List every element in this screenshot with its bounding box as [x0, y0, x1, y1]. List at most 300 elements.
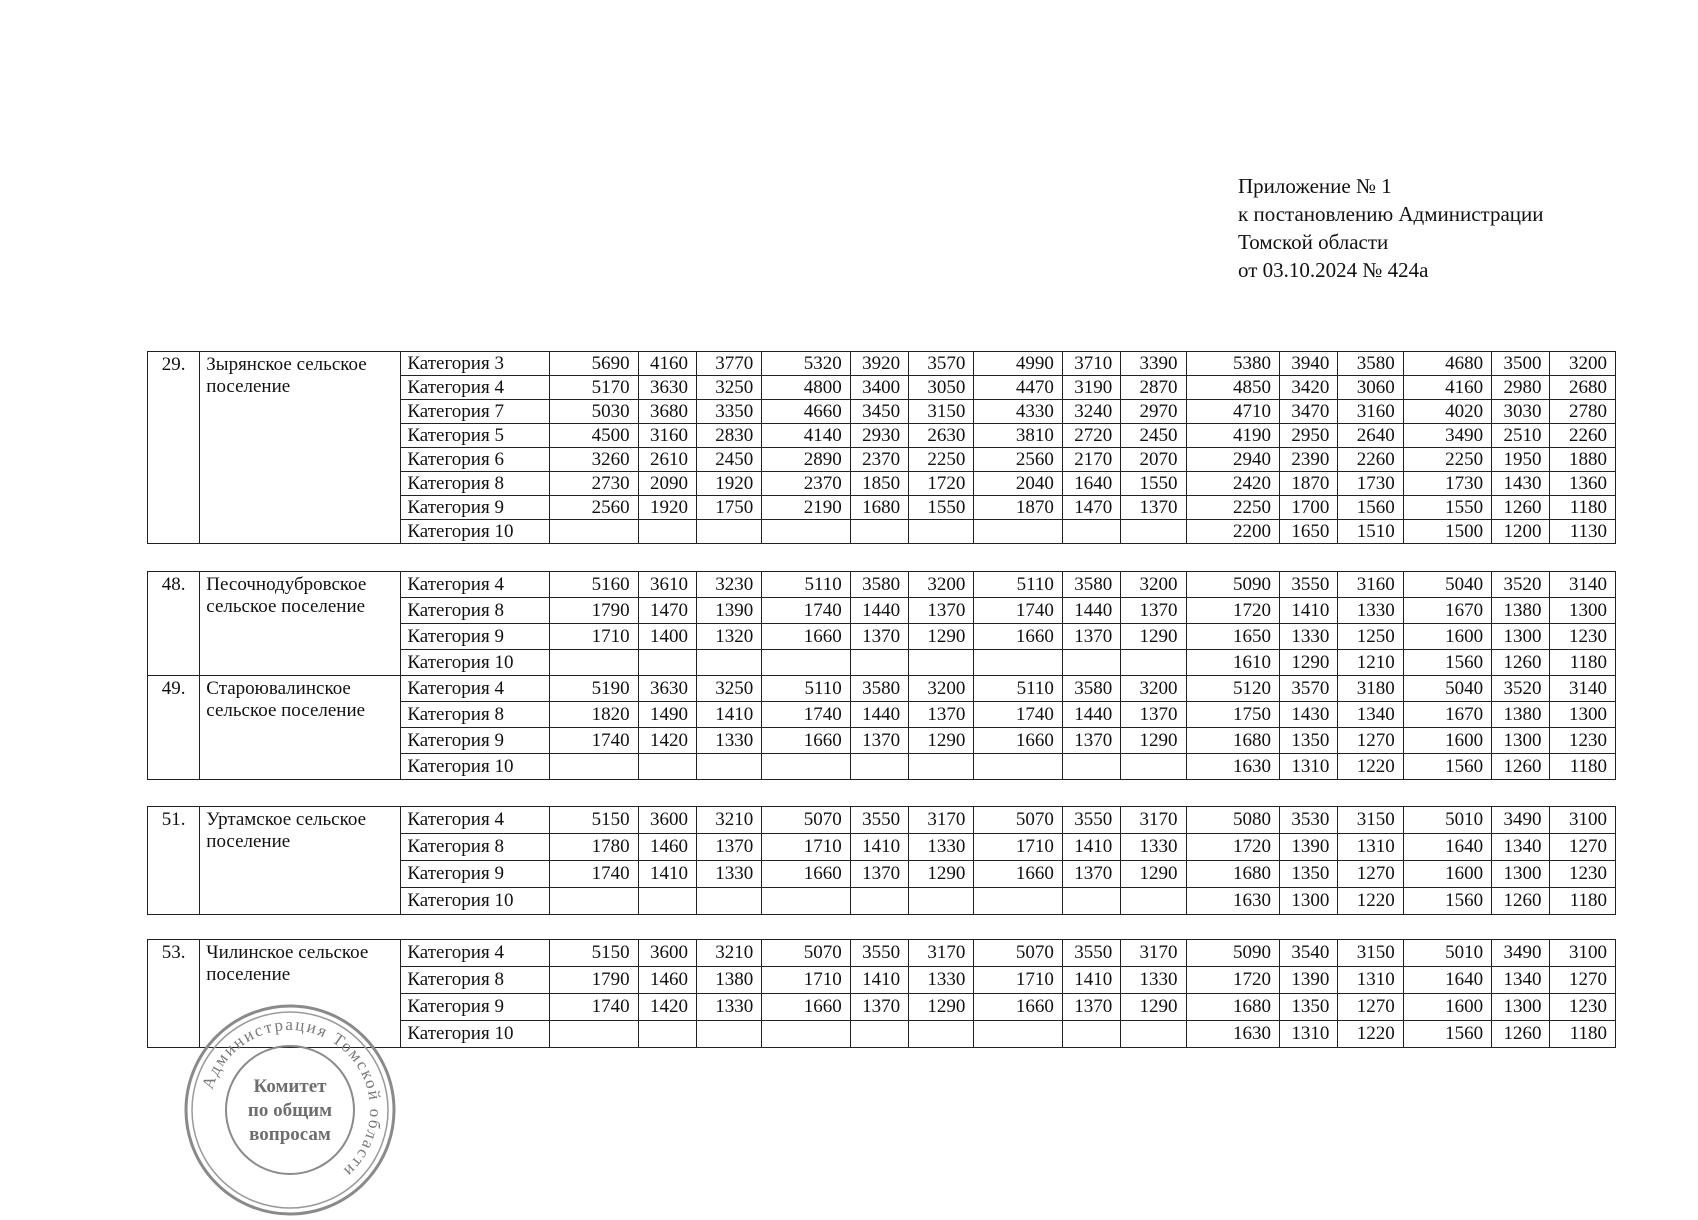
value-cell: 3230: [696, 572, 761, 598]
value-cell: 3490: [1492, 940, 1550, 967]
value-cell: [974, 754, 1062, 780]
value-cell: 3580: [850, 572, 908, 598]
value-cell: 2260: [1338, 448, 1403, 472]
value-cell: 2260: [1550, 424, 1616, 448]
value-cell: 3100: [1550, 940, 1616, 967]
value-cell: 2390: [1280, 448, 1338, 472]
value-cell: 4020: [1403, 400, 1491, 424]
value-cell: [550, 888, 638, 915]
value-cell: 1250: [1338, 624, 1403, 650]
value-cell: 3550: [1062, 807, 1120, 834]
value-cell: 2950: [1280, 424, 1338, 448]
value-cell: 4800: [762, 376, 850, 400]
value-cell: 5010: [1403, 940, 1491, 967]
category-label: Категория 4: [401, 807, 550, 834]
tariff-table: [147, 571, 1616, 780]
value-cell: 2970: [1121, 400, 1186, 424]
value-cell: [550, 650, 638, 676]
value-cell: [550, 754, 638, 780]
value-cell: 2560: [974, 448, 1062, 472]
value-cell: 3390: [1121, 352, 1186, 376]
value-cell: 4190: [1186, 424, 1280, 448]
value-cell: 2170: [1062, 448, 1120, 472]
value-cell: 1610: [1186, 650, 1280, 676]
value-cell: 1370: [1121, 598, 1186, 624]
value-cell: 3420: [1280, 376, 1338, 400]
value-cell: 1740: [550, 994, 638, 1021]
value-cell: 4160: [638, 352, 696, 376]
value-cell: 1730: [1338, 472, 1403, 496]
table-row: [148, 807, 1616, 834]
value-cell: 1870: [1280, 472, 1338, 496]
value-cell: [1062, 888, 1120, 915]
value-cell: 2940: [1186, 448, 1280, 472]
value-cell: 5010: [1403, 807, 1491, 834]
value-cell: [850, 650, 908, 676]
value-cell: [638, 888, 696, 915]
value-cell: 2780: [1550, 400, 1616, 424]
value-cell: 5320: [762, 352, 850, 376]
value-cell: 1650: [1280, 520, 1338, 544]
value-cell: 3580: [1338, 352, 1403, 376]
value-cell: 1470: [638, 598, 696, 624]
value-cell: [909, 754, 974, 780]
value-cell: 3400: [850, 376, 908, 400]
value-cell: 1350: [1280, 728, 1338, 754]
settlement-name: Староювалинское сельское поселение: [200, 676, 401, 780]
value-cell: 1410: [638, 861, 696, 888]
value-cell: 5110: [762, 676, 850, 702]
value-cell: 5090: [1186, 940, 1280, 967]
value-cell: 3580: [850, 676, 908, 702]
value-cell: 1290: [1121, 994, 1186, 1021]
value-cell: 1750: [696, 496, 761, 520]
value-cell: 5040: [1403, 676, 1491, 702]
value-cell: 3150: [909, 400, 974, 424]
value-cell: [909, 888, 974, 915]
value-cell: 3710: [1062, 352, 1120, 376]
value-cell: 1380: [1492, 598, 1550, 624]
value-cell: [850, 888, 908, 915]
value-cell: [1062, 520, 1120, 544]
value-cell: 1630: [1186, 888, 1280, 915]
value-cell: 1660: [762, 861, 850, 888]
value-cell: 2450: [696, 448, 761, 472]
value-cell: 3260: [550, 448, 638, 472]
value-cell: [974, 888, 1062, 915]
value-cell: 1710: [974, 834, 1062, 861]
value-cell: 3200: [1121, 572, 1186, 598]
value-cell: 1630: [1186, 1021, 1280, 1048]
value-cell: 1180: [1550, 888, 1616, 915]
category-label: Категория 7: [401, 400, 550, 424]
value-cell: 1370: [909, 702, 974, 728]
value-cell: 3160: [1338, 400, 1403, 424]
value-cell: 3550: [1062, 940, 1120, 967]
value-cell: 3580: [1062, 572, 1120, 598]
value-cell: 1600: [1403, 994, 1491, 1021]
value-cell: 1440: [850, 702, 908, 728]
category-label: Категория 9: [401, 496, 550, 520]
value-cell: 4680: [1403, 352, 1491, 376]
value-cell: 3600: [638, 940, 696, 967]
value-cell: 1850: [850, 472, 908, 496]
value-cell: 1640: [1403, 967, 1491, 994]
value-cell: 1370: [1121, 496, 1186, 520]
value-cell: 1320: [696, 624, 761, 650]
value-cell: 5150: [550, 807, 638, 834]
value-cell: 1370: [1062, 994, 1120, 1021]
value-cell: 1180: [1550, 650, 1616, 676]
value-cell: 3570: [1280, 676, 1338, 702]
value-cell: 1670: [1403, 598, 1491, 624]
value-cell: 5070: [974, 807, 1062, 834]
value-cell: 1560: [1338, 496, 1403, 520]
value-cell: 1230: [1550, 728, 1616, 754]
value-cell: [696, 754, 761, 780]
value-cell: 3200: [1550, 352, 1616, 376]
value-cell: 3210: [696, 940, 761, 967]
value-cell: 1370: [1062, 624, 1120, 650]
value-cell: [1062, 1021, 1120, 1048]
value-cell: 2040: [974, 472, 1062, 496]
value-cell: 4850: [1186, 376, 1280, 400]
value-cell: 3610: [638, 572, 696, 598]
value-cell: 1660: [762, 728, 850, 754]
value-cell: 1330: [696, 728, 761, 754]
value-cell: 2370: [762, 472, 850, 496]
value-cell: 1680: [1186, 994, 1280, 1021]
value-cell: 1950: [1492, 448, 1550, 472]
table-row: [148, 352, 1616, 376]
value-cell: 1740: [974, 702, 1062, 728]
value-cell: 1290: [909, 624, 974, 650]
category-label: Категория 10: [401, 1021, 550, 1048]
category-label: Категория 10: [401, 650, 550, 676]
value-cell: 1440: [850, 598, 908, 624]
value-cell: 1500: [1403, 520, 1491, 544]
value-cell: 1440: [1062, 702, 1120, 728]
value-cell: [638, 754, 696, 780]
value-cell: 2250: [1403, 448, 1491, 472]
value-cell: 1630: [1186, 754, 1280, 780]
value-cell: 3180: [1338, 676, 1403, 702]
value-cell: 1270: [1550, 967, 1616, 994]
value-cell: 1370: [850, 861, 908, 888]
value-cell: 1510: [1338, 520, 1403, 544]
category-label: Категория 10: [401, 754, 550, 780]
category-label: Категория 4: [401, 940, 550, 967]
value-cell: 1920: [696, 472, 761, 496]
value-cell: 1300: [1280, 888, 1338, 915]
value-cell: 1740: [762, 702, 850, 728]
value-cell: 3200: [909, 676, 974, 702]
value-cell: [696, 1021, 761, 1048]
value-cell: [638, 1021, 696, 1048]
value-cell: 3540: [1280, 940, 1338, 967]
value-cell: 1550: [1121, 472, 1186, 496]
value-cell: 3170: [909, 940, 974, 967]
value-cell: 3030: [1492, 400, 1550, 424]
value-cell: 5080: [1186, 807, 1280, 834]
value-cell: 2090: [638, 472, 696, 496]
value-cell: 3810: [974, 424, 1062, 448]
value-cell: 1780: [550, 834, 638, 861]
value-cell: 1220: [1338, 1021, 1403, 1048]
value-cell: 1710: [550, 624, 638, 650]
category-label: Категория 8: [401, 598, 550, 624]
value-cell: 1660: [974, 994, 1062, 1021]
value-cell: 1340: [1492, 967, 1550, 994]
value-cell: 1470: [1062, 496, 1120, 520]
value-cell: 5170: [550, 376, 638, 400]
value-cell: 1290: [909, 728, 974, 754]
value-cell: 1300: [1492, 994, 1550, 1021]
category-label: Категория 5: [401, 424, 550, 448]
value-cell: 1460: [638, 834, 696, 861]
category-label: Категория 4: [401, 572, 550, 598]
value-cell: 1600: [1403, 624, 1491, 650]
value-cell: 2720: [1062, 424, 1120, 448]
value-cell: 1130: [1550, 520, 1616, 544]
value-cell: 1660: [762, 624, 850, 650]
stamp-center-line-3: вопросам: [249, 1124, 331, 1145]
value-cell: 1880: [1550, 448, 1616, 472]
value-cell: 1400: [638, 624, 696, 650]
value-cell: [762, 520, 850, 544]
stamp-center-line-1: Комитет: [253, 1076, 327, 1097]
value-cell: 1370: [1121, 702, 1186, 728]
value-cell: [1121, 1021, 1186, 1048]
tariff-table: [147, 351, 1616, 544]
value-cell: 1370: [850, 624, 908, 650]
value-cell: 3680: [638, 400, 696, 424]
table-row: [148, 572, 1616, 598]
value-cell: 4500: [550, 424, 638, 448]
value-cell: 1660: [974, 728, 1062, 754]
value-cell: 1870: [974, 496, 1062, 520]
value-cell: 1220: [1338, 754, 1403, 780]
value-cell: 1290: [1280, 650, 1338, 676]
appendix-date-number: от 03.10.2024 № 424а: [1238, 258, 1429, 282]
value-cell: 1380: [1492, 702, 1550, 728]
value-cell: 3920: [850, 352, 908, 376]
value-cell: 1680: [1186, 861, 1280, 888]
value-cell: 3100: [1550, 807, 1616, 834]
value-cell: [974, 650, 1062, 676]
value-cell: 1340: [1338, 702, 1403, 728]
value-cell: 1410: [696, 702, 761, 728]
category-label: Категория 4: [401, 676, 550, 702]
value-cell: 1720: [1186, 834, 1280, 861]
value-cell: 1390: [696, 598, 761, 624]
value-cell: 2930: [850, 424, 908, 448]
value-cell: 1740: [762, 598, 850, 624]
value-cell: 3550: [1280, 572, 1338, 598]
value-cell: 1270: [1550, 834, 1616, 861]
value-cell: 1330: [1121, 967, 1186, 994]
category-label: Категория 9: [401, 728, 550, 754]
value-cell: [1121, 520, 1186, 544]
value-cell: [696, 888, 761, 915]
value-cell: [1121, 650, 1186, 676]
value-cell: 1180: [1550, 1021, 1616, 1048]
value-cell: 1270: [1338, 994, 1403, 1021]
value-cell: 1710: [762, 834, 850, 861]
value-cell: 1920: [638, 496, 696, 520]
value-cell: [974, 520, 1062, 544]
value-cell: 1290: [909, 861, 974, 888]
value-cell: 3630: [638, 676, 696, 702]
value-cell: 1660: [974, 861, 1062, 888]
appendix-header: [1238, 172, 1544, 284]
value-cell: 1460: [638, 967, 696, 994]
category-label: Категория 6: [401, 448, 550, 472]
value-cell: 3140: [1550, 572, 1616, 598]
value-cell: 1290: [1121, 728, 1186, 754]
value-cell: 3060: [1338, 376, 1403, 400]
settlement-number: 48.: [148, 572, 200, 676]
value-cell: 3520: [1492, 676, 1550, 702]
settlement-name: Зырянское сельское поселение: [200, 352, 401, 544]
value-cell: 1430: [1280, 702, 1338, 728]
category-label: Категория 9: [401, 994, 550, 1021]
value-cell: 3490: [1492, 807, 1550, 834]
value-cell: 1290: [1121, 624, 1186, 650]
settlement-name: Чилинское сельское поселение: [200, 940, 401, 1048]
value-cell: 2640: [1338, 424, 1403, 448]
value-cell: [850, 754, 908, 780]
value-cell: 1260: [1492, 1021, 1550, 1048]
value-cell: 3170: [909, 807, 974, 834]
value-cell: 3200: [909, 572, 974, 598]
value-cell: 2190: [762, 496, 850, 520]
value-cell: 1260: [1492, 888, 1550, 915]
value-cell: 3500: [1492, 352, 1550, 376]
value-cell: 1300: [1492, 624, 1550, 650]
value-cell: 3600: [638, 807, 696, 834]
value-cell: 5690: [550, 352, 638, 376]
value-cell: 3770: [696, 352, 761, 376]
value-cell: 5110: [974, 572, 1062, 598]
value-cell: 1730: [1403, 472, 1491, 496]
value-cell: 3350: [696, 400, 761, 424]
value-cell: 1640: [1062, 472, 1120, 496]
category-label: Категория 4: [401, 376, 550, 400]
value-cell: 1370: [696, 834, 761, 861]
value-cell: 1310: [1280, 1021, 1338, 1048]
value-cell: 4470: [974, 376, 1062, 400]
value-cell: [1062, 650, 1120, 676]
value-cell: [850, 520, 908, 544]
settlement-name: Уртамское сельское поселение: [200, 807, 401, 915]
value-cell: 1750: [1186, 702, 1280, 728]
value-cell: 1260: [1492, 650, 1550, 676]
value-cell: 2420: [1186, 472, 1280, 496]
value-cell: 1410: [1280, 598, 1338, 624]
value-cell: 2070: [1121, 448, 1186, 472]
appendix-region: Томской области: [1238, 230, 1389, 254]
value-cell: 3190: [1062, 376, 1120, 400]
value-cell: 5380: [1186, 352, 1280, 376]
value-cell: 5190: [550, 676, 638, 702]
value-cell: 1650: [1186, 624, 1280, 650]
value-cell: 1740: [550, 728, 638, 754]
value-cell: 1290: [1121, 861, 1186, 888]
value-cell: [638, 650, 696, 676]
value-cell: 1300: [1550, 598, 1616, 624]
value-cell: 4710: [1186, 400, 1280, 424]
settlement-name: Песочнодубровское сельское поселение: [200, 572, 401, 676]
value-cell: [696, 520, 761, 544]
value-cell: 1330: [1338, 598, 1403, 624]
value-cell: 1260: [1492, 496, 1550, 520]
value-cell: 3570: [909, 352, 974, 376]
value-cell: 1720: [1186, 967, 1280, 994]
value-cell: 4990: [974, 352, 1062, 376]
value-cell: 1310: [1338, 967, 1403, 994]
value-cell: 1560: [1403, 888, 1491, 915]
value-cell: 1260: [1492, 754, 1550, 780]
tariff-table: [147, 806, 1616, 915]
value-cell: 1330: [1280, 624, 1338, 650]
stamp-ring-text: Администрация Томской области: [198, 1014, 386, 1183]
value-cell: 1670: [1403, 702, 1491, 728]
value-cell: 1430: [1492, 472, 1550, 496]
value-cell: 4140: [762, 424, 850, 448]
value-cell: [762, 754, 850, 780]
value-cell: 1180: [1550, 754, 1616, 780]
value-cell: 3150: [1338, 940, 1403, 967]
value-cell: 3050: [909, 376, 974, 400]
value-cell: 2890: [762, 448, 850, 472]
value-cell: 1720: [909, 472, 974, 496]
value-cell: 1200: [1492, 520, 1550, 544]
value-cell: 5070: [974, 940, 1062, 967]
value-cell: 1700: [1280, 496, 1338, 520]
value-cell: 2730: [550, 472, 638, 496]
value-cell: 1180: [1550, 496, 1616, 520]
value-cell: 1370: [850, 994, 908, 1021]
value-cell: 1410: [1062, 834, 1120, 861]
value-cell: 1560: [1403, 1021, 1491, 1048]
value-cell: 1370: [850, 728, 908, 754]
category-label: Категория 10: [401, 520, 550, 544]
value-cell: 1680: [850, 496, 908, 520]
value-cell: 3550: [850, 807, 908, 834]
value-cell: [762, 650, 850, 676]
value-cell: 2250: [1186, 496, 1280, 520]
value-cell: 2610: [638, 448, 696, 472]
settlement-number: 51.: [148, 807, 200, 915]
value-cell: [1121, 888, 1186, 915]
value-cell: 3550: [850, 940, 908, 967]
value-cell: 1330: [696, 994, 761, 1021]
value-cell: 5110: [762, 572, 850, 598]
category-label: Категория 8: [401, 834, 550, 861]
category-label: Категория 8: [401, 967, 550, 994]
value-cell: [550, 520, 638, 544]
value-cell: 1220: [1338, 888, 1403, 915]
category-label: Категория 8: [401, 472, 550, 496]
value-cell: 5030: [550, 400, 638, 424]
value-cell: [909, 650, 974, 676]
value-cell: 2250: [909, 448, 974, 472]
value-cell: 1300: [1492, 728, 1550, 754]
value-cell: 5160: [550, 572, 638, 598]
value-cell: 1350: [1280, 861, 1338, 888]
value-cell: 4330: [974, 400, 1062, 424]
